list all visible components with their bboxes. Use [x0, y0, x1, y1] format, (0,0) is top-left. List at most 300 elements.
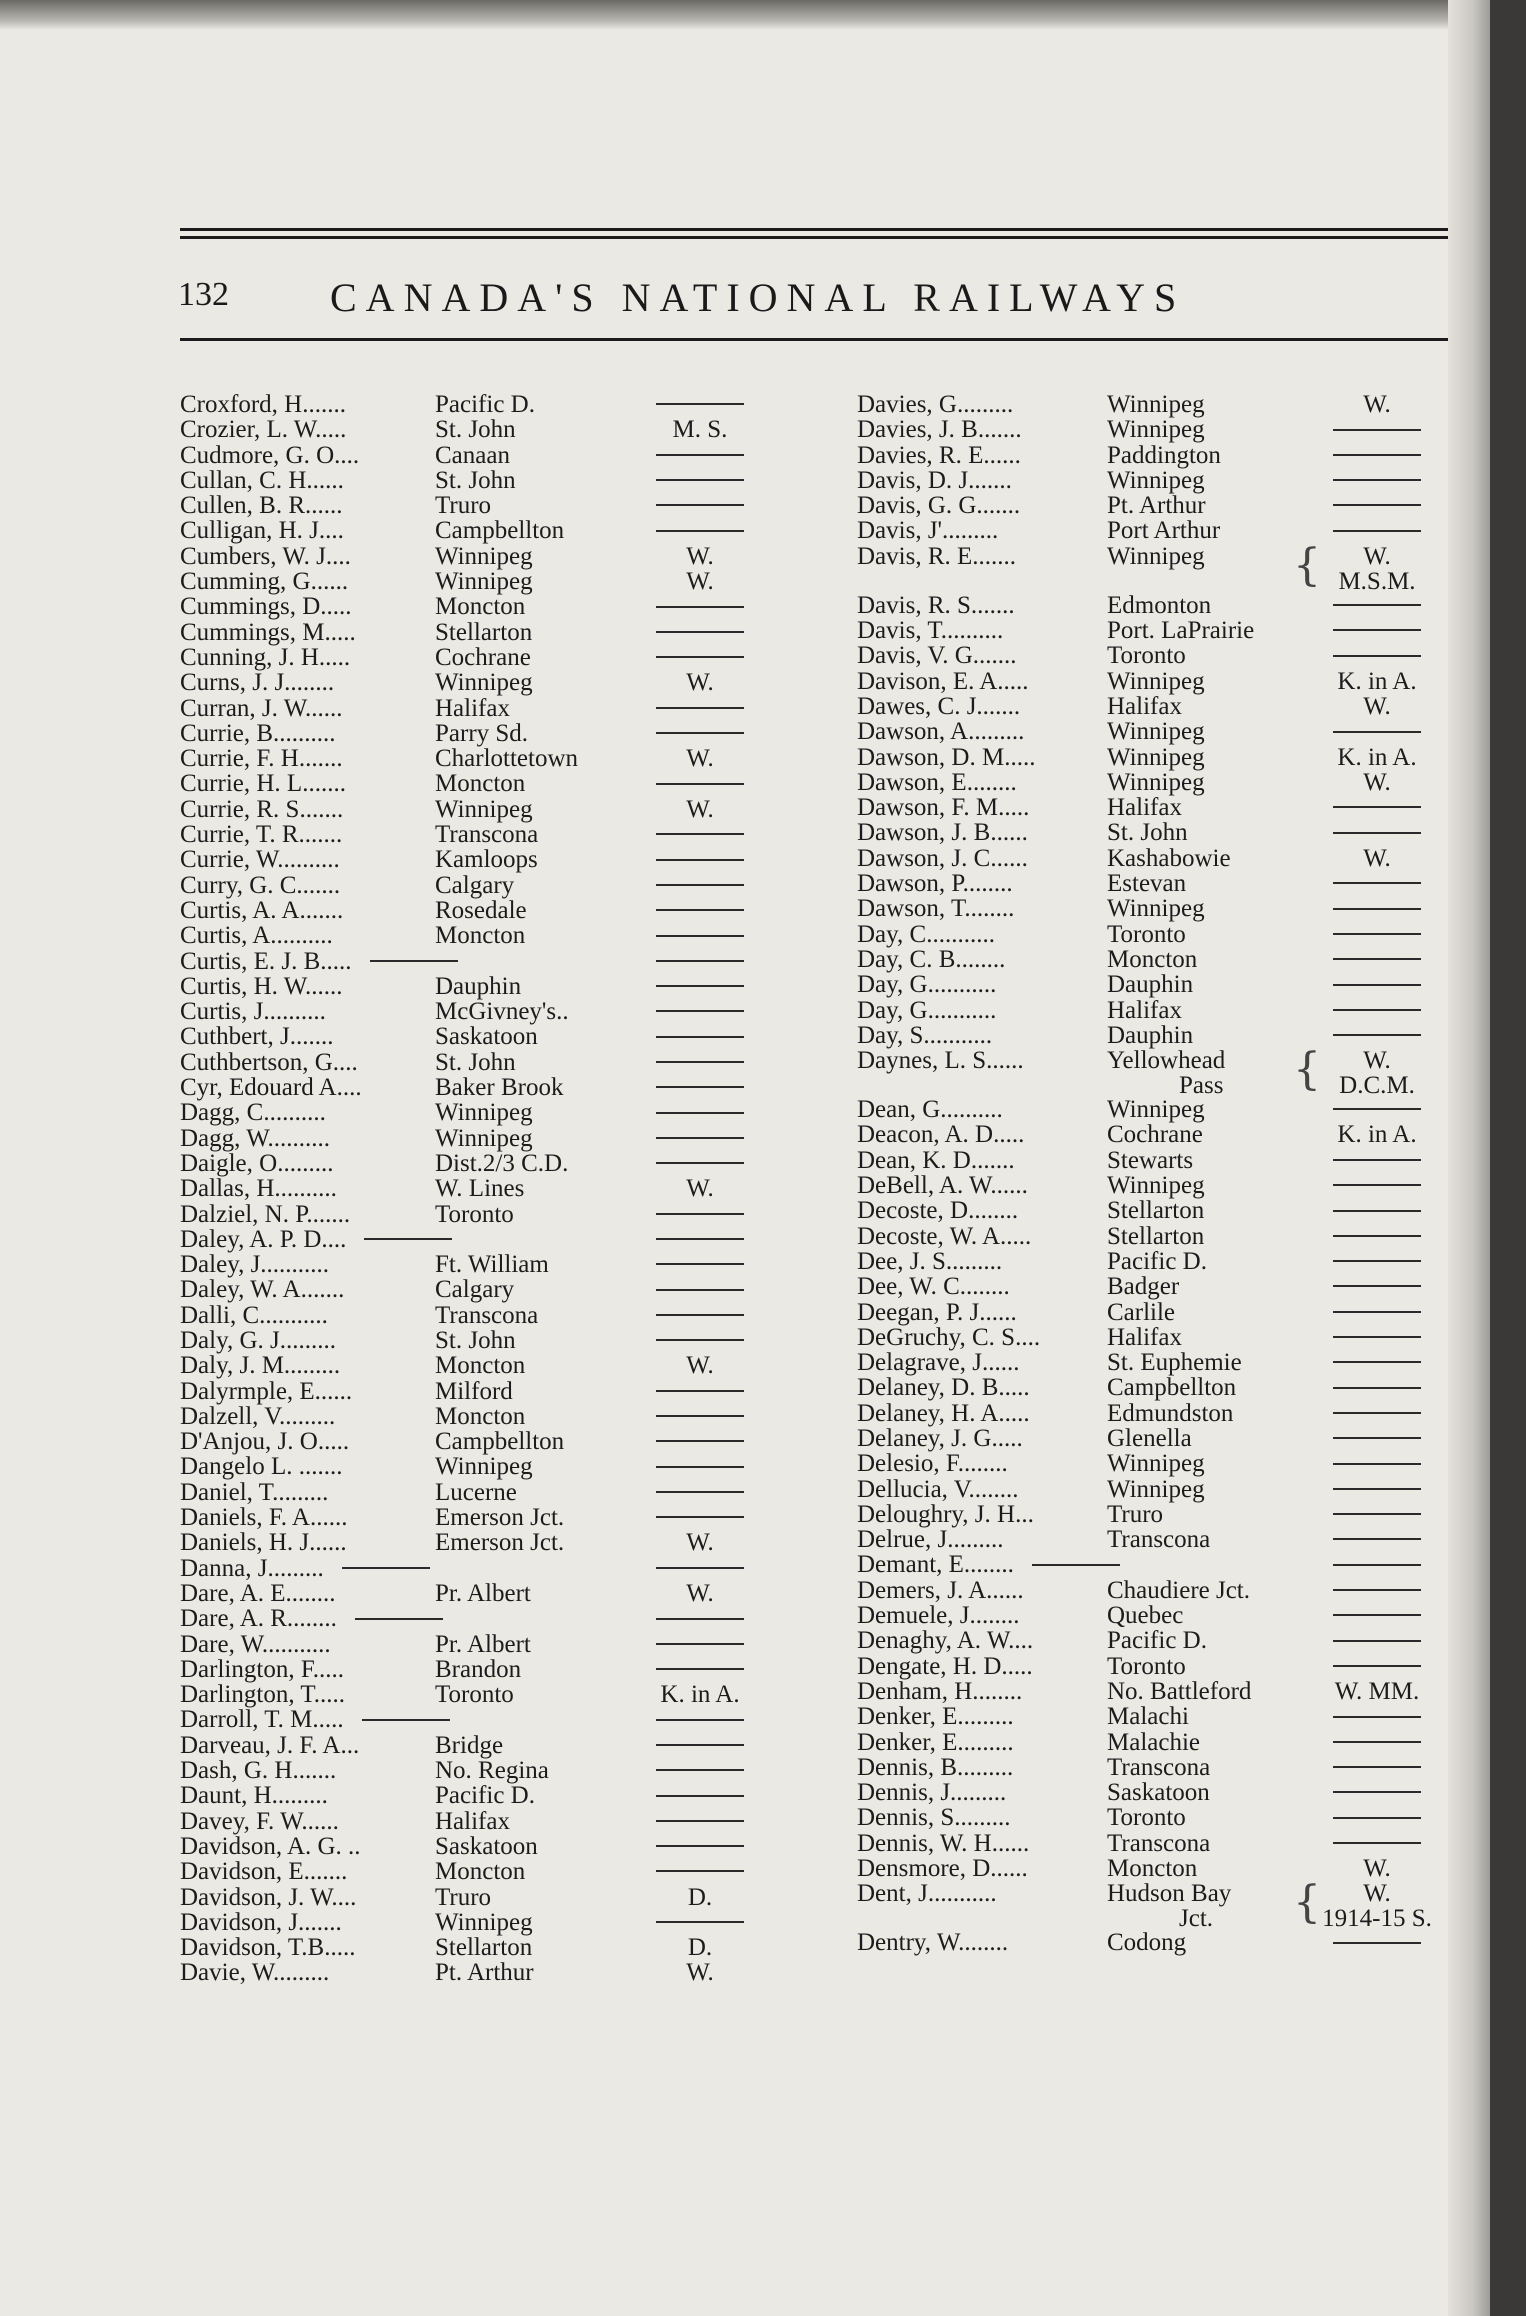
service-note: W. — [686, 1529, 714, 1557]
service-note — [640, 1733, 760, 1758]
no-note-dash — [1333, 1437, 1421, 1439]
no-note-dash — [656, 1036, 744, 1038]
location-continued: Pass — [1179, 1072, 1224, 1100]
location: Hudson Bay Jct. — [1107, 1880, 1232, 1933]
location: Edmundston — [1107, 1399, 1234, 1427]
location: Toronto — [435, 1681, 514, 1709]
no-note-dash — [656, 656, 744, 658]
no-note-dash — [1333, 1210, 1421, 1212]
header-rule-top — [180, 228, 1448, 231]
location: Toronto — [1107, 1652, 1186, 1680]
employee-name: Curran, J. W...... — [180, 694, 343, 722]
location: Winnipeg — [1107, 1172, 1205, 1200]
employee-name: Dawson, J. C...... — [857, 844, 1028, 872]
service-note — [640, 1758, 760, 1783]
location: Moncton — [1107, 945, 1198, 973]
no-note-dash — [656, 884, 744, 886]
employee-name: Crozier, L. W..... — [180, 416, 347, 444]
location: Lucerne — [435, 1478, 517, 1506]
no-note-dash — [656, 479, 744, 481]
no-note-dash — [1333, 832, 1421, 834]
service-note — [1307, 1527, 1447, 1552]
location: Saskatoon — [435, 1832, 538, 1860]
service-note — [640, 443, 760, 468]
employee-name: Curtis, E. J. B..... — [180, 949, 458, 974]
no-note-dash — [656, 935, 744, 937]
no-note-dash — [1333, 429, 1421, 431]
employee-name: Dagg, W.......... — [180, 1124, 330, 1152]
location: Winnipeg — [1107, 667, 1205, 695]
location: St. John — [435, 1048, 516, 1076]
no-note-dash — [656, 1516, 744, 1518]
location: Port Arthur — [1107, 517, 1221, 545]
location: Truro — [1107, 1500, 1164, 1528]
service-note: W. D.C.M. { — [1307, 1048, 1447, 1098]
blank-location-dash — [342, 1567, 430, 1569]
location: Paddington — [1107, 441, 1221, 469]
service-note — [1307, 1780, 1447, 1805]
location: Campbellton — [1107, 1374, 1237, 1402]
no-note-dash — [1333, 1184, 1421, 1186]
location: Winnipeg — [435, 669, 533, 697]
service-note: W. — [1363, 768, 1391, 796]
service-note — [640, 873, 760, 898]
no-note-dash — [1333, 806, 1421, 808]
no-note-dash — [656, 960, 744, 962]
employee-name: Daly, G. J......... — [180, 1326, 337, 1354]
employee-name: Currie, B.......... — [180, 719, 336, 747]
employee-name: Dawson, E........ — [857, 768, 1017, 796]
service-note: W. — [686, 568, 714, 596]
location: Estevan — [1107, 870, 1187, 898]
service-note — [1307, 1375, 1447, 1400]
employee-name: Demant, E........ — [857, 1552, 1120, 1577]
service-note-continued: 1914-15 S. — [1322, 1905, 1432, 1933]
employee-name: Dawes, C. J....... — [857, 692, 1021, 720]
no-note-dash — [1333, 1665, 1421, 1667]
location: Pt. Arthur — [1107, 492, 1206, 520]
location: Rosedale — [435, 896, 527, 924]
service-note — [640, 1227, 760, 1252]
location: Winnipeg — [1107, 466, 1205, 494]
location: Malachie — [1107, 1728, 1201, 1756]
employee-name: Cullan, C. H...... — [180, 466, 344, 494]
location: Winnipeg — [435, 1099, 533, 1127]
location: Pacific D. — [1107, 1627, 1207, 1655]
service-note — [1307, 1274, 1447, 1299]
employee-name: Delagrave, J...... — [857, 1349, 1020, 1377]
no-note-dash — [656, 985, 744, 987]
blank-location-dash — [364, 1238, 452, 1240]
service-note — [1307, 1930, 1447, 1955]
no-note-dash — [656, 783, 744, 785]
employee-name: Cunning, J. H..... — [180, 643, 351, 671]
location: Transcona — [435, 1301, 539, 1329]
service-note — [640, 1328, 760, 1353]
no-note-dash — [656, 1339, 744, 1341]
location: Cochrane — [1107, 1121, 1203, 1149]
no-note-dash — [1333, 1817, 1421, 1819]
employee-name: Dentry, W........ — [857, 1929, 1009, 1957]
no-note-dash — [656, 732, 744, 734]
employee-name: DeBell, A. W...... — [857, 1172, 1028, 1200]
employee-name: Darroll, T. M..... — [180, 1707, 450, 1732]
service-note — [640, 847, 760, 872]
employee-name: Cudmore, G. O.... — [180, 441, 360, 469]
employee-name: Currie, W.......... — [180, 846, 340, 874]
location: Baker Brook — [435, 1074, 564, 1102]
service-note — [1307, 922, 1447, 947]
header-rule-top-2 — [180, 236, 1448, 239]
service-note — [640, 923, 760, 948]
employee-name: Dalzell, V......... — [180, 1402, 336, 1430]
no-note-dash — [656, 1086, 744, 1088]
service-note — [1307, 417, 1447, 442]
employee-name: Curtis, A.......... — [180, 922, 333, 950]
location: Glenella — [1107, 1424, 1192, 1452]
location: Codong — [1107, 1929, 1187, 1957]
header-rule-bottom — [180, 338, 1448, 341]
location: Cochrane — [435, 643, 531, 671]
employee-name: Davis, G. G....... — [857, 492, 1021, 520]
service-note — [1307, 1831, 1447, 1856]
location: Halifax — [1107, 692, 1182, 720]
no-note-dash — [1333, 882, 1421, 884]
no-note-dash — [656, 1440, 744, 1442]
employee-name: Dawson, T........ — [857, 895, 1015, 923]
location: Halifax — [1107, 794, 1182, 822]
location: Moncton — [435, 770, 526, 798]
location: Campbellton — [435, 517, 565, 545]
no-note-dash — [656, 1061, 744, 1063]
brace-mark: { — [1293, 1877, 1321, 1929]
employee-name: Davie, W......... — [180, 1959, 330, 1987]
service-note — [640, 1252, 760, 1277]
no-note-dash — [1333, 1538, 1421, 1540]
no-note-dash — [1333, 1336, 1421, 1338]
employee-name: Dare, A. E........ — [180, 1579, 336, 1607]
employee-name: Dare, W........... — [180, 1630, 331, 1658]
no-note-dash — [656, 1466, 744, 1468]
service-note — [640, 1100, 760, 1125]
location: Bridge — [435, 1731, 504, 1759]
service-note — [640, 1429, 760, 1454]
no-note-dash — [1333, 1513, 1421, 1515]
no-note-dash — [1333, 1716, 1421, 1718]
location: Canaan — [435, 441, 510, 469]
employee-name: Davis, J'......... — [857, 517, 999, 545]
service-note — [1307, 1198, 1447, 1223]
no-note-dash — [1333, 1564, 1421, 1566]
employee-name: Daynes, L. S...... — [857, 1047, 1024, 1075]
employee-name: Dare, A. R........ — [180, 1606, 443, 1631]
location: Halifax — [1107, 1323, 1182, 1351]
location: Halifax — [435, 694, 510, 722]
no-note-dash — [656, 1415, 744, 1417]
no-note-dash — [1333, 1589, 1421, 1591]
service-note — [1307, 1300, 1447, 1325]
employee-name: Daly, J. M......... — [180, 1352, 341, 1380]
no-note-dash — [1333, 1766, 1421, 1768]
location: Edmonton — [1107, 591, 1212, 619]
service-note: K. in A. — [1337, 667, 1417, 695]
location: Transcona — [1107, 1829, 1211, 1857]
page-header — [178, 268, 1448, 324]
location: Pr. Albert — [435, 1630, 531, 1658]
employee-name: Curns, J. J........ — [180, 669, 335, 697]
service-note — [1307, 1477, 1447, 1502]
service-note: W. 1914-15 S. { — [1307, 1881, 1447, 1931]
employee-name: Currie, F. H....... — [180, 745, 343, 773]
employee-name: Deacon, A. D..... — [857, 1121, 1025, 1149]
blank-location-dash — [370, 960, 458, 962]
employee-name: Day, G........... — [857, 996, 997, 1024]
service-note — [1307, 1325, 1447, 1350]
location: Winnipeg — [1107, 768, 1205, 796]
no-note-dash — [1333, 454, 1421, 456]
no-note-dash — [656, 631, 744, 633]
service-note — [1307, 972, 1447, 997]
no-note-dash — [1333, 1034, 1421, 1036]
service-note: W. — [686, 1352, 714, 1380]
location: Truro — [435, 492, 492, 520]
location: Moncton — [1107, 1855, 1198, 1883]
employee-name: Davies, G......... — [857, 391, 1014, 418]
service-note — [640, 493, 760, 518]
service-note — [1307, 1350, 1447, 1375]
service-note — [1307, 1603, 1447, 1628]
no-note-dash — [1333, 1614, 1421, 1616]
no-note-dash — [1333, 1488, 1421, 1490]
employee-name: Day, S........... — [857, 1021, 993, 1049]
service-note — [1307, 871, 1447, 896]
location: McGivney's.. — [435, 998, 569, 1026]
employee-name: Cumbers, W. J.... — [180, 542, 351, 570]
employee-name: Dennis, J......... — [857, 1779, 1007, 1807]
employee-name: Darlington, F..... — [180, 1655, 344, 1683]
employee-name: Dalyrmple, E...... — [180, 1377, 353, 1405]
location: Winnipeg — [435, 795, 533, 823]
employee-name: Dent, J........... — [857, 1880, 997, 1908]
service-note — [640, 696, 760, 721]
no-note-dash — [656, 1390, 744, 1392]
location: Calgary — [435, 1276, 515, 1304]
employee-name: Dennis, B......... — [857, 1753, 1014, 1781]
location: Stellarton — [435, 1934, 533, 1962]
employee-name: Davis, R. S....... — [857, 591, 1015, 619]
employee-name: Dee, W. C........ — [857, 1273, 1010, 1301]
no-note-dash — [1333, 1108, 1421, 1110]
employee-name: Day, G........... — [857, 971, 997, 999]
employee-name: Davies, J. B....... — [857, 416, 1022, 444]
service-note: D. — [687, 1883, 713, 1911]
no-note-dash — [656, 1213, 744, 1215]
no-note-dash — [656, 1314, 744, 1316]
service-note — [1307, 1224, 1447, 1249]
location: Calgary — [435, 871, 515, 899]
service-note: W. — [686, 669, 714, 697]
location: Pr. Albert — [435, 1579, 531, 1607]
employee-name: Demers, J. A...... — [857, 1576, 1024, 1604]
service-note — [640, 518, 760, 543]
employee-name: Davison, E. A..... — [857, 667, 1029, 695]
location: Winnipeg — [1107, 895, 1205, 923]
no-note-dash — [656, 1618, 744, 1620]
employee-name: Darlington, T..... — [180, 1681, 346, 1709]
location: Winnipeg — [1107, 743, 1205, 771]
employee-name: D'Anjou, J. O..... — [180, 1428, 350, 1456]
location: Winnipeg — [435, 568, 533, 596]
no-note-dash — [656, 1137, 744, 1139]
employee-name: Davis, D. J....... — [857, 466, 1012, 494]
service-note — [640, 1834, 760, 1859]
service-note — [640, 1024, 760, 1049]
no-note-dash — [656, 833, 744, 835]
service-note — [640, 1202, 760, 1227]
service-note: W. — [1363, 844, 1391, 872]
employee-name: Cullen, B. R...... — [180, 492, 343, 520]
service-note — [640, 1303, 760, 1328]
no-note-dash — [1333, 530, 1421, 532]
service-note — [1307, 1249, 1447, 1274]
service-note — [1307, 643, 1447, 668]
service-note: W. — [686, 1959, 714, 1987]
service-note — [1307, 1578, 1447, 1603]
employee-name: Dagg, C.......... — [180, 1099, 326, 1127]
brace-mark: { — [1293, 539, 1321, 591]
no-note-dash — [656, 1112, 744, 1114]
page-title: CANADA'S NATIONAL RAILWAYS — [330, 275, 1186, 320]
service-note — [640, 1606, 760, 1631]
location-continued: Jct. — [1179, 1905, 1214, 1933]
service-note: K. in A. — [1337, 743, 1417, 771]
no-note-dash — [1333, 1260, 1421, 1262]
no-note-dash — [1333, 984, 1421, 986]
location: Ft. William — [435, 1251, 549, 1279]
location: Winnipeg — [1107, 718, 1205, 746]
no-note-dash — [1333, 1842, 1421, 1844]
location: No. Battleford — [1107, 1677, 1252, 1705]
no-note-dash — [656, 1719, 744, 1721]
location: Dist.2/3 C.D. — [435, 1149, 569, 1177]
service-note — [640, 1632, 760, 1657]
location: Badger — [1107, 1273, 1180, 1301]
service-note — [1307, 1426, 1447, 1451]
service-note — [640, 1480, 760, 1505]
no-note-dash — [656, 1162, 744, 1164]
location: Emerson Jct. — [435, 1504, 565, 1532]
service-note — [1307, 443, 1447, 468]
employee-name: Dangelo L. ....... — [180, 1453, 343, 1481]
no-note-dash — [1333, 1009, 1421, 1011]
service-note — [1307, 1401, 1447, 1426]
service-note — [640, 1783, 760, 1808]
location: Toronto — [1107, 1804, 1186, 1832]
service-note — [1307, 1148, 1447, 1173]
no-note-dash — [656, 1491, 744, 1493]
service-note — [640, 1277, 760, 1302]
location: Moncton — [435, 1858, 526, 1886]
service-note — [1307, 1628, 1447, 1653]
no-note-dash — [656, 1744, 744, 1746]
service-note — [1307, 1552, 1447, 1577]
employee-name: Davidson, J....... — [180, 1908, 342, 1936]
service-note — [640, 974, 760, 999]
no-note-dash — [1333, 604, 1421, 606]
service-note: W. — [686, 1579, 714, 1607]
location: Moncton — [435, 593, 526, 621]
service-note — [640, 1707, 760, 1732]
location: No. Regina — [435, 1757, 549, 1785]
service-note: K. in A. — [660, 1681, 740, 1709]
employee-name: Dalziel, N. P....... — [180, 1200, 351, 1228]
no-note-dash — [1333, 655, 1421, 657]
no-note-dash — [656, 1010, 744, 1012]
employee-name: Dash, G. H....... — [180, 1757, 337, 1785]
employee-name: Curtis, H. W...... — [180, 972, 343, 1000]
employee-name: Dawson, P........ — [857, 870, 1013, 898]
no-note-dash — [656, 1845, 744, 1847]
service-note — [640, 468, 760, 493]
location: Winnipeg — [1107, 1475, 1205, 1503]
location: St. John — [435, 1326, 516, 1354]
employee-name: Daniels, F. A...... — [180, 1504, 348, 1532]
location: Kamloops — [435, 846, 538, 874]
employee-name: Croxford, H....... — [180, 391, 346, 418]
employee-name: Dean, K. D....... — [857, 1146, 1015, 1174]
no-note-dash — [656, 530, 744, 532]
no-note-dash — [656, 1289, 744, 1291]
location: St. John — [435, 466, 516, 494]
service-note: W. — [686, 795, 714, 823]
employee-name: Darveau, J. F. A... — [180, 1731, 360, 1759]
no-note-dash — [1333, 629, 1421, 631]
no-note-dash — [656, 454, 744, 456]
employee-name: Denker, E......... — [857, 1728, 1014, 1756]
location: Winnipeg — [435, 1453, 533, 1481]
employee-name: Currie, T. R....... — [180, 821, 343, 849]
location: Winnipeg — [1107, 416, 1205, 444]
employee-name: Cuthbert, J....... — [180, 1023, 334, 1051]
employee-name: Deegan, P. J...... — [857, 1298, 1017, 1326]
location: Winnipeg — [1107, 542, 1205, 570]
employee-name: Curtis, A. A....... — [180, 896, 344, 924]
location: Saskatoon — [1107, 1779, 1210, 1807]
employee-name: Delesio, F........ — [857, 1450, 1008, 1478]
employee-name: Daigle, O......... — [180, 1149, 334, 1177]
location: Charlottetown — [435, 745, 579, 773]
location: Dauphin — [1107, 1021, 1194, 1049]
location: Toronto — [1107, 920, 1186, 948]
page-number: 132 — [178, 276, 229, 313]
employee-name: Delaney, J. G..... — [857, 1424, 1023, 1452]
service-note — [640, 1809, 760, 1834]
no-note-dash — [1333, 1791, 1421, 1793]
service-note-continued: M.S.M. — [1338, 567, 1416, 595]
service-note — [1307, 998, 1447, 1023]
employee-name: Daunt, H......... — [180, 1782, 328, 1810]
location: Halifax — [435, 1807, 510, 1835]
employee-name: Densmore, D...... — [857, 1855, 1028, 1883]
employee-name: Davidson, E....... — [180, 1858, 348, 1886]
service-note — [640, 1075, 760, 1100]
no-note-dash — [656, 1769, 744, 1771]
no-note-dash — [656, 1238, 744, 1240]
employee-name: Davidson, A. G. .. — [180, 1832, 361, 1860]
no-note-dash — [656, 504, 744, 506]
employee-name: Cyr, Edouard A.... — [180, 1074, 362, 1102]
service-note — [1307, 1805, 1447, 1830]
